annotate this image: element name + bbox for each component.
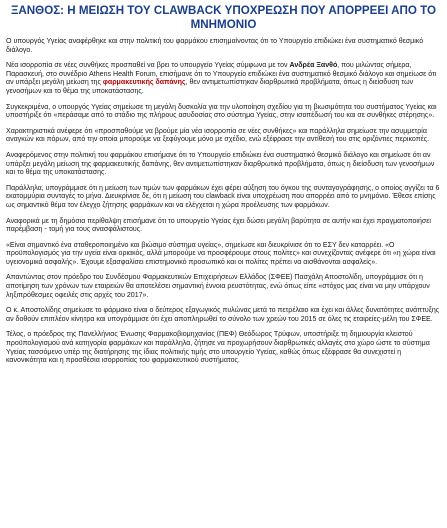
paragraph-xanthos-text-a: Νέα ισορροπία σε νέες συνθήκες προσπαθεί να βρει το υπουργείο Υγείας σύμφωνα με τον [6,62,290,70]
article-title-line-1: ΞΑΝΘΟΣ: Η ΜΕΙΩΣΗ ΤΟΥ CLAWBACK ΥΠΟΧΡΕΩΣΗ ΠΟΥ ΑΠΟΡΡΕΕΙ ΑΠΟ ΤΟ [10,4,437,17]
paragraph-intro: Ο υπουργός Υγείας αναφέρθηκε και στην πολιτική του φαρμάκου επισημαίνοντας ότι το Υπουργείο επιδιώκει ένα συστηματικό θεσμικό διάλογο. [6,38,424,54]
article-title-line-2: ΜΝΗΜΟΝΙΟ [190,18,257,31]
minister-name: Ανδρέα Ξανθό [289,62,338,70]
paragraph-public-care: Αναφορικά με τη δημόσια περίθαλψη επισήμανε ότι το υπουργείο Υγείας έχει δώσει μεγάλη βαρύτητα σε αυτήν και έχει πραγματοποιήσει παρέμβαση - τομή για τους ανασφάλιστους. [6,217,431,234]
paragraph-esy: «Είναι σημαντικό ένα σταθεροποιημένο και βιώσιμο σύστημα υγείας», σημείωσε και διευκρίνισε ότι το ΕΣΥ δεν καταρρέει. «Ο προϋπολογισμός για την υγεία είναι οριακός, αλλά μπορούμε να προσφέρουμε στους πολίτες» και συνεχίζοντας ανέφερε ότι «η χώρα είναι υγειονομικά ασφαλής». Έχουμε εξασφαλίσει επιστημονικό προσωπικό και οι πολίτες πρέπει να αισθάνονται ασφαλείς». [6,241,436,266]
paragraph-xanthos [6,62,441,96]
paragraph-clawback: Παράλληλα, υπογράμμισε ότι η μείωση των τιμών των φαρμάκων έχει φέρει αύξηση του όγκου της συνταγογράφησης, ο οποίος αγγίζει τα 6 εκατομμύρια συνταγές το μήνα. Διευκρίνισε δε, ότι η μείωση του clawback είναι υποχρέωση που απορρέει από το μνημόνιο. Έθεσε επίσης ως σημαντικό θέμα τον έλεγχο ζήτησης φαρμάκων και να ελέγχεται η χώρα προέλευσης των φαρμάκων. [6,184,440,209]
paragraph-sustainability: Συγκεκριμένα, ο υπουργός Υγείας σημείωσε τη μεγάλη δυσκολία για την υλοποίηση σχεδίου για τη βιωσιμότητα του συστήματος Υγείας και υποστήριξε ότι «περάσαμε από το στάδιο της πλήρους ασυδοσίας στο σύστημα Υγείας, στην ισοπέδωσή του και σε συνθήκες στέρησης». [6,103,437,120]
paragraph-apostolidis: Ο κ. Αποστολίδης σημείωσε το φάρμακο είναι ο δεύτερος εξαγωγικός πυλώνας μετά το πετρέλαιο και έχει και άλλες δυνατότητες ανάπτυξης αν δοθούν επιπλέον κίνητρα και υπογράμμισε ότι έχει αποπληρωθεί το σύνολο των χρεών του 2015 σε όλες τις εταιρείες-μέλη του ΣΦΕΕ. [6,307,440,323]
paragraph-xanthos-text-c: , θεν αντιμετωπίστηκαν διαρθρωτικά προβλήματα, όπως η διείσδυση των γενοσήμων και το θέμα της υποκατάστασης. [6,79,414,95]
paragraph-balance: Χαρακτηριστικά ανέφερε ότι «προσπαθούμε να βρούμε μία νέα ισορροπία σε νέες συνθήκες» και παράλληλα σημείωσε την ασυμμετρία αναγκών και πόρων, από την οποία μπορούμε να ξεφύγουμε μόνο με σχέδιο, ενώ εξέφρασε την αντίθεσή του στις οριζόντιες περικοπές. [6,127,430,144]
paragraph-drug-policy: Αναφερόμενος στην πολιτική του φαρμάκου επισήμανε ότι το Υπουργείο επιδιώκει ένα συστηματικό θεσμικό διάλογο και σημείωσε ότι αν υπάρξει μεγάλη μείωση της φαρμακευτικής δαπάνης, θεν αντιμετωπίστηκαν διαρθρωτικά προβλήματα, όπως η διείσδυση των γενοσήμων και το θέμα της υποκατάστασης. [6,151,435,177]
paragraph-pef: Τέλος, ο πρόεδρος της Πανελλήνιας Ένωσης Φαρμακοβιομηχανίας (ΠΕΦ) Θεόδωρος Τρύφων, υποστήριξε τη δημιουργία κλειστού προϋπολογισμού ανά κατηγορία φαρμάκων και παράλληλα, ζήτησε να προχωρήσουν διαρθρωτικές αλλαγές στο χώρο ώστε το σύστημα Υγείας τασσόμενο υπέρ της διατήρησης της ίδιας πολιτικής τιμής στο υπουργείο Υγείας, καθώς όπως εξέφρασε θα συνεχιστεί η κανονικότητα και η προσθέσια ισορροπίας του φαρμακευτικού συστήματος. [6,331,430,365]
article-title [6,4,441,32]
highlight-pharma-spending: φαρμακευτικής δαπάνης [102,79,186,87]
paragraph-xanthos-text-b: , που μιλώντας σήμερα, Παρασκευή, στο συνέδριο Athens Health Forum, επισήμανε ότι το Υπουργείο επιδιώκει ένα συστηματικό θεσμικό διάλογο και σημείωσε ότι αν υπάρξει μεγάλη μείωση της [6,62,437,87]
paragraph-sfee-reply: Απαντώντας στον πρόεδρο του Συνδέσμου Φαρμακευτικών Επιχειρήσεων Ελλάδος (ΣΦΕΕ) Πασχάλη Αποστολίδη, υπογράμμισε ότι η αποτίμηση των χρόνων των εταιρειών θα αποτελέσει σημαντική έννοια ρευστότητας, ενώ όπως είπε «στόχος μας είναι να μην υπάρχουν ληξιπρόθεσμες οφειλές στις αρχές του 2017». [6,274,430,299]
